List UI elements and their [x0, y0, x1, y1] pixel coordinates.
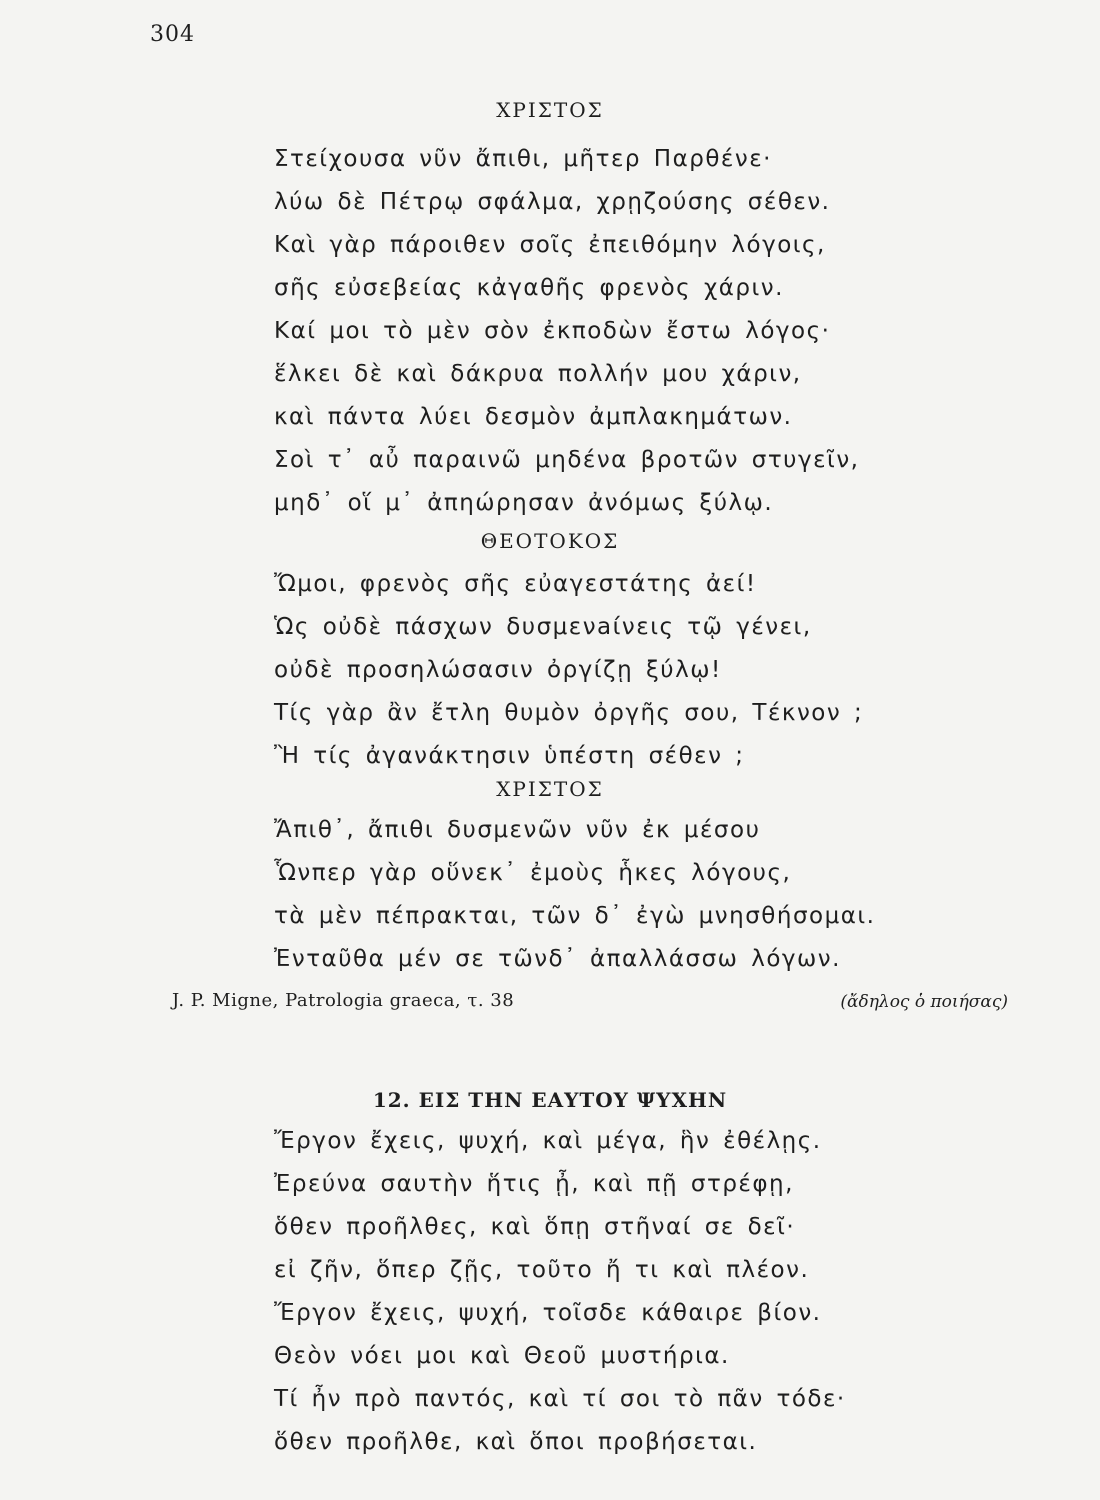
verse-line: εἰ ζῆν, ὅπερ ζῇς, τοῦτο ἤ τι καὶ πλέον. [274, 1257, 810, 1283]
verse-line: Ἐνταῦθα μέν σε τῶνδ᾽ ἀπαλλάσσω λόγων. [274, 946, 841, 972]
verse-line: καὶ πάντα λύει δεσμὸν ἀμπλακημάτων. [274, 404, 793, 430]
verse-line: οὐδὲ προσηλώσασιν ὀργίζῃ ξύλῳ! [274, 657, 722, 683]
verse-line: Ἢ τίς ἀγανάκτησιν ὑπέστη σέθεν ; [274, 743, 745, 769]
citation-source: J. P. Migne, Patrologia graeca, τ. 38 [172, 990, 515, 1011]
verse-line: λύω δὲ Πέτρῳ σφάλμα, χρῃζούσης σέθεν. [274, 189, 831, 215]
verse-line: Ἄπιθ᾽, ἄπιθι δυσμενῶν νῦν ἐκ μέσου [274, 817, 761, 843]
verse-line: Στείχουσα νῦν ἄπιθι, μῆτερ Παρθένε· [274, 146, 772, 172]
verse-line: Ἔργον ἔχεις, ψυχή, καὶ μέγα, ἣν ἐθέλῃς. [274, 1128, 822, 1154]
verse-line: μηδ᾽ οἵ μ᾽ ἀπηώρησαν ἀνόμως ξύλῳ. [274, 490, 774, 516]
verse-line: Ἔργον ἔχεις, ψυχή, τοῖσδε κάθαιρε βίον. [274, 1300, 822, 1326]
poem-title: 12. ΕΙΣ ΤΗΝ ΕΑΥΤΟΥ ΨΥΧΗΝ [372, 1088, 728, 1112]
citation-author: (ἄδηλος ὁ ποιήσας) [840, 992, 1008, 1012]
verse-line: σῆς εὐσεβείας κἀγαθῆς φρενὸς χάριν. [274, 275, 784, 301]
verse-line: Ὧνπερ γὰρ οὕνεκ᾽ ἐμοὺς ἧκες λόγους, [274, 860, 792, 886]
speaker-heading-theotokos: ΘΕΟΤΟΚΟΣ [480, 529, 620, 553]
verse-line: Θεὸν νόει μοι καὶ Θεοῦ μυστήρια. [274, 1343, 730, 1369]
speaker-heading-christ-2: ΧΡΙΣΤΟΣ [496, 777, 604, 801]
verse-line: Σοὶ τ᾽ αὖ παραινῶ μηδένα βροτῶν στυγεῖν, [274, 447, 860, 473]
page-number: 304 [150, 22, 195, 47]
verse-line: Ὤμοι, φρενὸς σῆς εὐαγεστάτης ἀεί! [274, 571, 757, 597]
verse-line: Καὶ γὰρ πάροιθεν σοῖς ἐπειθόμην λόγοις, [274, 232, 826, 258]
verse-line: Καί μοι τὸ μὲν σὸν ἐκποδὼν ἔστω λόγος· [274, 318, 831, 344]
verse-line: Ἐρεύνα σαυτὴν ἥτις ᾖ, καὶ πῇ στρέφῃ, [274, 1171, 794, 1197]
speaker-heading-christ: ΧΡΙΣΤΟΣ [496, 98, 604, 122]
verse-line: Τίς γὰρ ἂν ἔτλη θυμὸν ὀργῆς σου, Τέκνον ; [274, 700, 864, 726]
verse-line: τὰ μὲν πέπρακται, τῶν δ᾽ ἐγὼ μνησθήσομαι. [274, 903, 876, 929]
verse-line: Τί ἦν πρὸ παντός, καὶ τί σοι τὸ πᾶν τόδε· [274, 1386, 846, 1412]
verse-line: Ὡς οὐδὲ πάσχων δυσμενaίνεις τῷ γένει, [274, 614, 812, 640]
verse-line: ὅθεν προῆλθε, καὶ ὅποι προβήσεται. [274, 1429, 758, 1455]
verse-line: ἕλκει δὲ καὶ δάκρυα πολλήν μου χάριν, [274, 361, 802, 387]
verse-line: ὅθεν προῆλθες, καὶ ὅπῃ στῆναί σε δεῖ· [274, 1214, 796, 1240]
